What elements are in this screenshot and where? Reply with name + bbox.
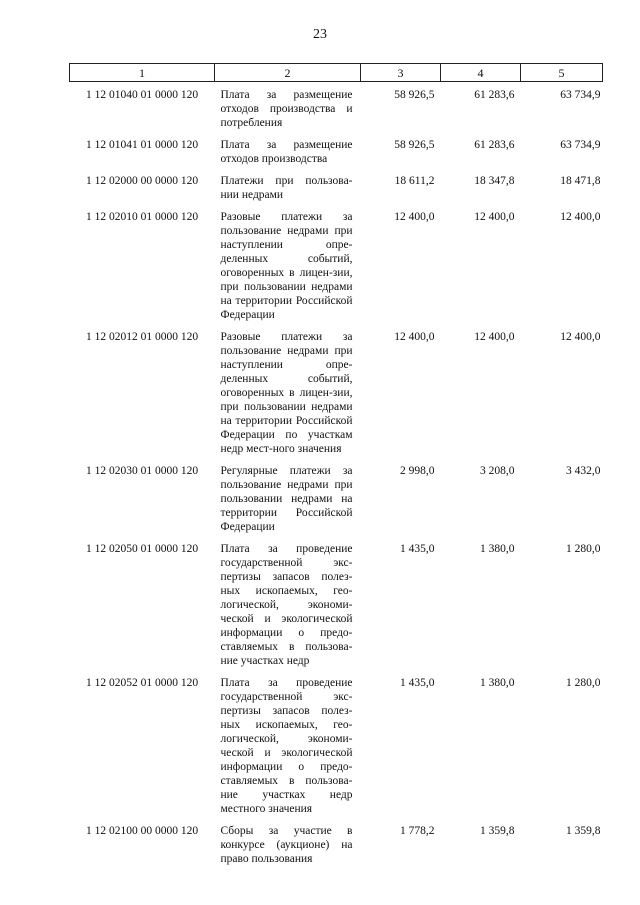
value-cell-col4: 12 400,0 — [474, 211, 515, 223]
table-row — [70, 536, 603, 670]
table-row — [70, 670, 603, 818]
value-cell-col4: 18 347,8 — [474, 175, 515, 187]
budget-code-cell: 1 12 02030 01 0000 120 — [85, 465, 199, 477]
value-cell-col5: 1 280,0 — [566, 677, 601, 689]
budget-code-cell: 1 12 02100 00 0000 120 — [85, 825, 199, 837]
column-header-3: 3 — [361, 64, 441, 82]
table-body — [70, 82, 603, 869]
table-row — [70, 132, 603, 168]
budget-code-cell: 1 12 02010 01 0000 120 — [85, 211, 199, 223]
value-cell-col5: 1 280,0 — [566, 543, 601, 555]
value-cell-col3: 2 998,0 — [400, 465, 435, 477]
column-header-4: 4 — [441, 64, 521, 82]
value-cell-col3: 58 926,5 — [394, 89, 435, 101]
table-row — [70, 458, 603, 536]
value-cell-col4: 61 283,6 — [474, 89, 515, 101]
value-cell-col5: 63 734,9 — [560, 89, 601, 101]
value-cell-col5: 1 359,8 — [566, 825, 601, 837]
table-header — [70, 64, 603, 82]
item-name-cell: Платежи при пользова-нии недрами — [220, 175, 353, 201]
item-name-cell: Сборы за участие в конкурсе (аукционе) на право пользования — [220, 825, 353, 865]
budget-code-cell: 1 12 01040 01 0000 120 — [85, 89, 199, 101]
value-cell-col3: 1 435,0 — [400, 677, 435, 689]
header-row — [70, 64, 603, 82]
value-cell-col4: 12 400,0 — [474, 331, 515, 343]
value-cell-col3: 12 400,0 — [394, 211, 435, 223]
budget-code-cell: 1 12 02012 01 0000 120 — [85, 331, 199, 343]
table-row — [70, 204, 603, 324]
value-cell-col4: 1 380,0 — [480, 543, 515, 555]
item-name-cell: Плата за размещение отходов производства и потребления — [220, 89, 353, 129]
value-cell-col3: 1 435,0 — [400, 543, 435, 555]
value-cell-col5: 63 734,9 — [560, 139, 601, 151]
budget-code-cell: 1 12 02052 01 0000 120 — [85, 677, 199, 689]
item-name-cell: Плата за проведение государственной экс-пертизы запасов полез-ных ископаемых, гео-логической, экономи-ческой и экологической информации о предо-ставляемых в пользова-ние участках недр местного значения — [220, 677, 353, 815]
budget-table — [69, 63, 603, 868]
page-number: 23 — [313, 27, 327, 42]
value-cell-col4: 1 380,0 — [480, 677, 515, 689]
value-cell-col4: 61 283,6 — [474, 139, 515, 151]
value-cell-col5: 3 432,0 — [566, 465, 601, 477]
value-cell-col4: 3 208,0 — [480, 465, 515, 477]
item-name-cell: Разовые платежи за пользование недрами при наступлении опре-деленных событий, оговоренных в лицен-зии, при пользовании недрами на территории Российской Федерации — [220, 211, 353, 321]
budget-code-cell: 1 12 01041 01 0000 120 — [85, 139, 199, 151]
column-header-1: 1 — [70, 64, 215, 82]
item-name-cell: Плата за размещение отходов производства — [220, 139, 353, 165]
budget-code-cell: 1 12 02000 00 0000 120 — [85, 175, 199, 187]
value-cell-col4: 1 359,8 — [480, 825, 515, 837]
item-name-cell: Регулярные платежи за пользование недрами при пользовании недрами на территории Российской Федерации — [220, 465, 353, 533]
value-cell-col3: 58 926,5 — [394, 139, 435, 151]
table-row — [70, 168, 603, 204]
table-row — [70, 324, 603, 458]
value-cell-col3: 12 400,0 — [394, 331, 435, 343]
value-cell-col3: 1 778,2 — [400, 825, 435, 837]
item-name-cell: Плата за проведение государственной экс-пертизы запасов полез-ных ископаемых, гео-логической, экономи-ческой и экологической информации о предо-ставляемых в пользова-ние участках недр — [220, 543, 353, 667]
column-header-5: 5 — [521, 64, 603, 82]
value-cell-col5: 12 400,0 — [560, 211, 601, 223]
table-row — [70, 818, 603, 868]
value-cell-col3: 18 611,2 — [394, 175, 435, 187]
table-row — [70, 82, 603, 133]
item-name-cell: Разовые платежи за пользование недрами при наступлении опре-деленных событий, оговоренных в лицен-зии, при пользовании недрами на территории Российской Федерации по участкам недр мест-ного значения — [220, 331, 353, 455]
value-cell-col5: 18 471,8 — [560, 175, 601, 187]
value-cell-col5: 12 400,0 — [560, 331, 601, 343]
budget-code-cell: 1 12 02050 01 0000 120 — [85, 543, 199, 555]
column-header-2: 2 — [215, 64, 361, 82]
